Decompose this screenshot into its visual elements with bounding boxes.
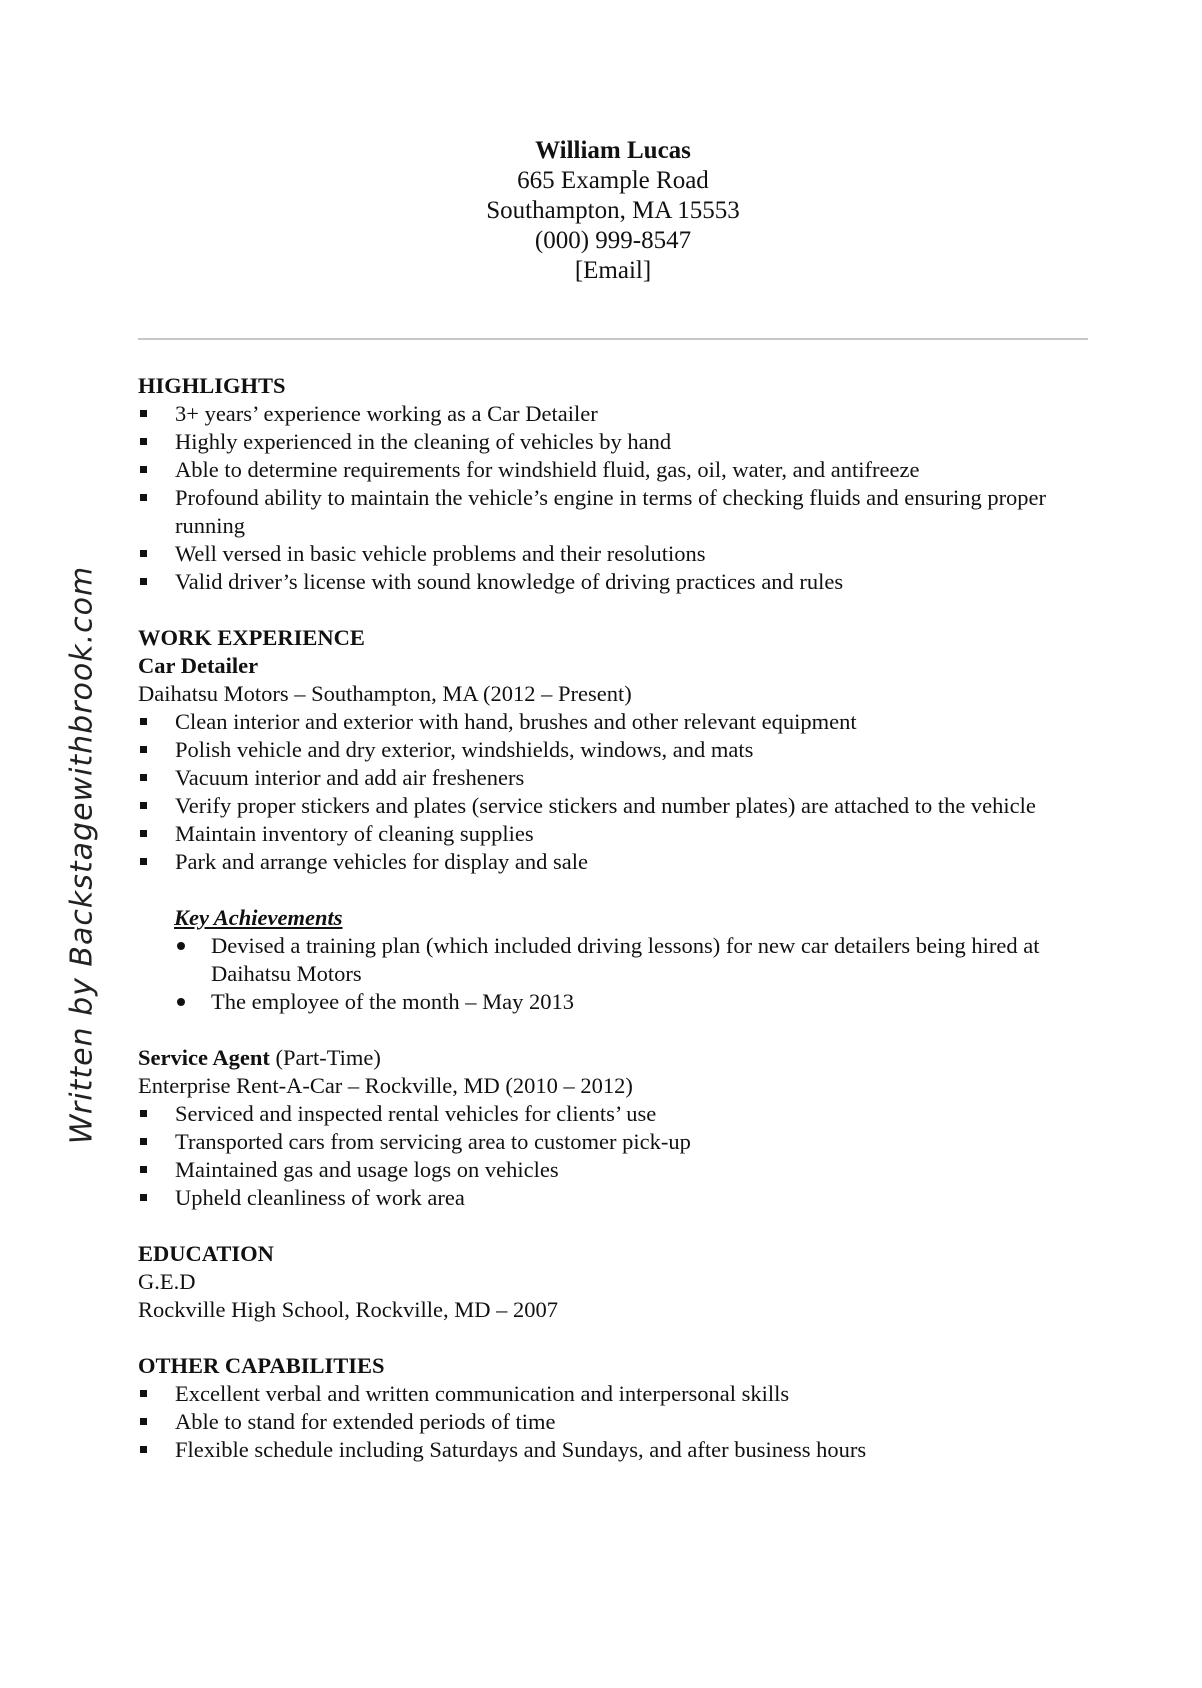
list-item: Valid driver’s license with sound knowledge of driving practices and rules <box>138 568 1098 596</box>
list-item: Maintained gas and usage logs on vehicles <box>138 1156 1098 1184</box>
list-item: Highly experienced in the cleaning of vehicles by hand <box>138 428 1098 456</box>
education-degree: G.E.D <box>138 1269 196 1294</box>
job1-duties-list <box>138 708 1098 876</box>
list-item: Vacuum interior and add air fresheners <box>138 764 1098 792</box>
list-item: Able to stand for extended periods of time <box>138 1408 1098 1436</box>
key-achievements <box>174 904 1098 1016</box>
job1-company: Daihatsu Motors – Southampton, MA (2012 – Present) <box>138 681 632 706</box>
other-capabilities-list <box>138 1380 1098 1464</box>
list-item: Profound ability to maintain the vehicle’s engine in terms of checking fluids and ensuring proper running <box>138 484 1098 540</box>
list-item: Well versed in basic vehicle problems and their resolutions <box>138 540 1098 568</box>
list-item: Serviced and inspected rental vehicles for clients’ use <box>138 1100 1098 1128</box>
job2-duties-list <box>138 1100 1098 1212</box>
list-item: Able to determine requirements for windshield fluid, gas, oil, water, and antifreeze <box>138 456 1098 484</box>
candidate-name: William Lucas <box>535 137 691 164</box>
phone-line: (000) 999-8547 <box>534 227 692 254</box>
list-item: Devised a training plan (which included driving lessons) for new car detailers being hired at Daihatsu Motors <box>174 932 1098 988</box>
list-item: Verify proper stickers and plates (service stickers and number plates) are attached to the vehicle <box>138 792 1098 820</box>
list-item: 3+ years’ experience working as a Car Detailer <box>138 400 1098 428</box>
highlights-list <box>138 400 1098 596</box>
work-experience-heading: WORK EXPERIENCE <box>138 625 365 650</box>
city-line: Southampton, MA 15553 <box>486 197 740 224</box>
list-item: Flexible schedule including Saturdays and Sundays, and after business hours <box>138 1436 1098 1464</box>
address-line: 665 Example Road <box>517 167 709 194</box>
list-item: The employee of the month – May 2013 <box>174 988 1098 1016</box>
list-item: Clean interior and exterior with hand, brushes and other relevant equipment <box>138 708 1098 736</box>
list-item: Upheld cleanliness of work area <box>138 1184 1098 1212</box>
other-capabilities-heading: OTHER CAPABILITIES <box>138 1353 385 1378</box>
list-item: Park and arrange vehicles for display and sale <box>138 848 1098 876</box>
highlights-heading: HIGHLIGHTS <box>138 373 286 398</box>
list-item: Transported cars from servicing area to customer pick-up <box>138 1128 1098 1156</box>
resume-header <box>138 136 1088 286</box>
list-item: Polish vehicle and dry exterior, windshields, windows, and mats <box>138 736 1098 764</box>
job2-heading <box>138 1044 1098 1072</box>
education-school: Rockville High School, Rockville, MD – 2007 <box>138 1297 558 1322</box>
job2-company: Enterprise Rent-A-Car – Rockville, MD (2010 – 2012) <box>138 1073 633 1098</box>
list-item: Excellent verbal and written communication and interpersonal skills <box>138 1380 1098 1408</box>
list-item: Maintain inventory of cleaning supplies <box>138 820 1098 848</box>
resume-body <box>138 372 1098 1464</box>
achievements-heading: Key Achievements <box>174 905 343 930</box>
job2-type: (Part-Time) <box>269 1045 381 1070</box>
job1-title: Car Detailer <box>138 653 259 678</box>
education-heading: EDUCATION <box>138 1241 274 1266</box>
achievements-list <box>174 932 1098 1016</box>
email-line: [Email] <box>574 257 652 284</box>
job2-title: Service Agent <box>138 1045 270 1070</box>
header-divider <box>138 338 1088 340</box>
watermark: Written by Backstagewithbrook.com <box>64 565 100 1145</box>
